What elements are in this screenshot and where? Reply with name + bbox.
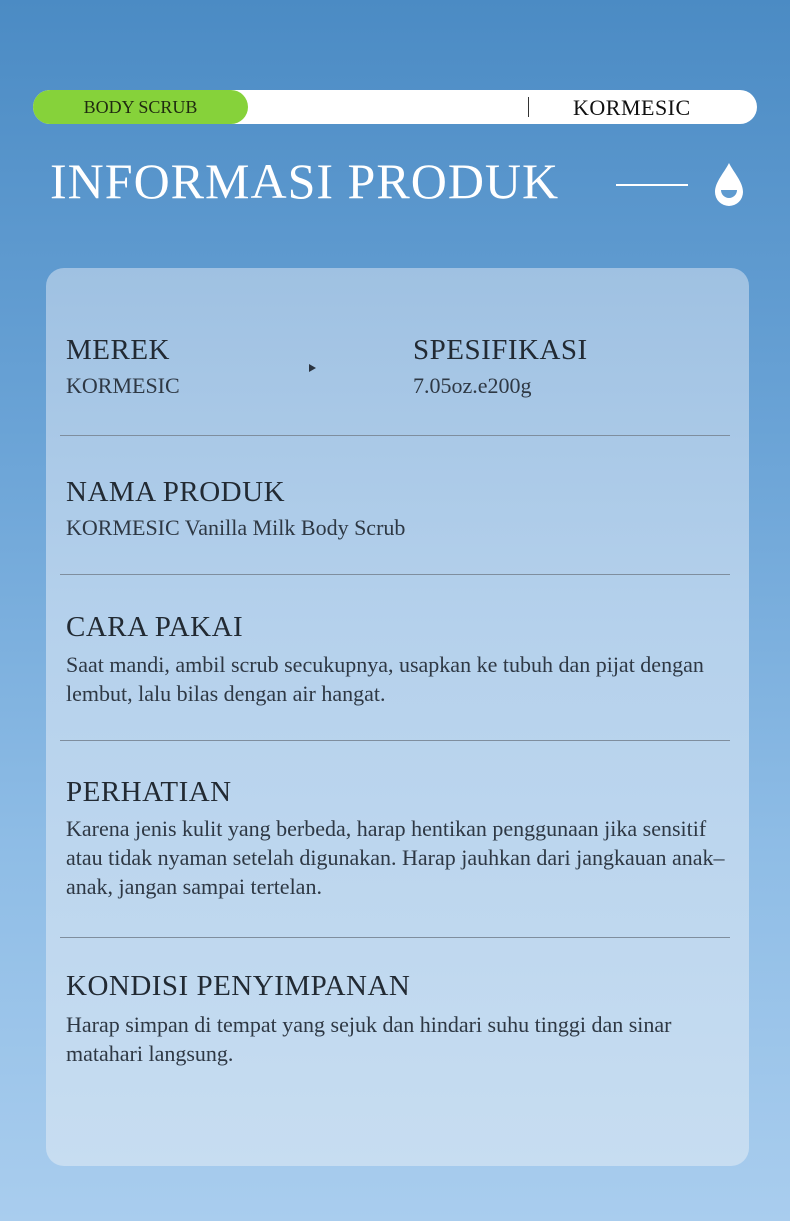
kondisi-label: KONDISI PENYIMPANAN (66, 970, 411, 1002)
perhatian-label: PERHATIAN (66, 776, 232, 808)
divider (60, 937, 730, 938)
brand-logo: KORMESIC (573, 95, 691, 120)
nama-produk-value: KORMESIC Vanilla Milk Body Scrub (66, 515, 406, 540)
kondisi-value: Harap simpan di tempat yang sejuk dan hindari suhu tinggi dan sinar matahari langsung. (66, 1012, 672, 1066)
page-title: INFORMASI PRODUK (50, 153, 560, 209)
spesifikasi-label: SPESIFIKASI (413, 334, 588, 366)
merek-value: KORMESIC (66, 373, 180, 398)
bar-divider (528, 97, 529, 117)
spesifikasi-value: 7.05oz.e200g (413, 373, 532, 398)
divider (60, 435, 730, 436)
nama-produk-label: NAMA PRODUK (66, 476, 286, 508)
divider (60, 574, 730, 575)
cara-pakai-value: Saat mandi, ambil scrub secukupnya, usapkan ke tubuh dan pijat dengan lembut, lalu bilas dengan air hangat. (66, 652, 704, 706)
category-pill: BODY SCRUB (33, 90, 248, 124)
perhatian-value: Karena jenis kulit yang berbeda, harap hentikan penggunaan jika sensitif atau tidak nyaman setelah digunakan. Harap jauhkan dari jangkauan anak–anak, jangan sampai tertelan. (66, 816, 725, 899)
top-bar (33, 90, 757, 124)
divider (60, 740, 730, 741)
title-decor-line (616, 184, 688, 186)
water-drop-icon (712, 160, 746, 208)
merek-label: MEREK (66, 334, 170, 366)
info-card (46, 268, 749, 1166)
play-arrow-icon (309, 364, 316, 372)
cara-pakai-label: CARA PAKAI (66, 611, 244, 643)
